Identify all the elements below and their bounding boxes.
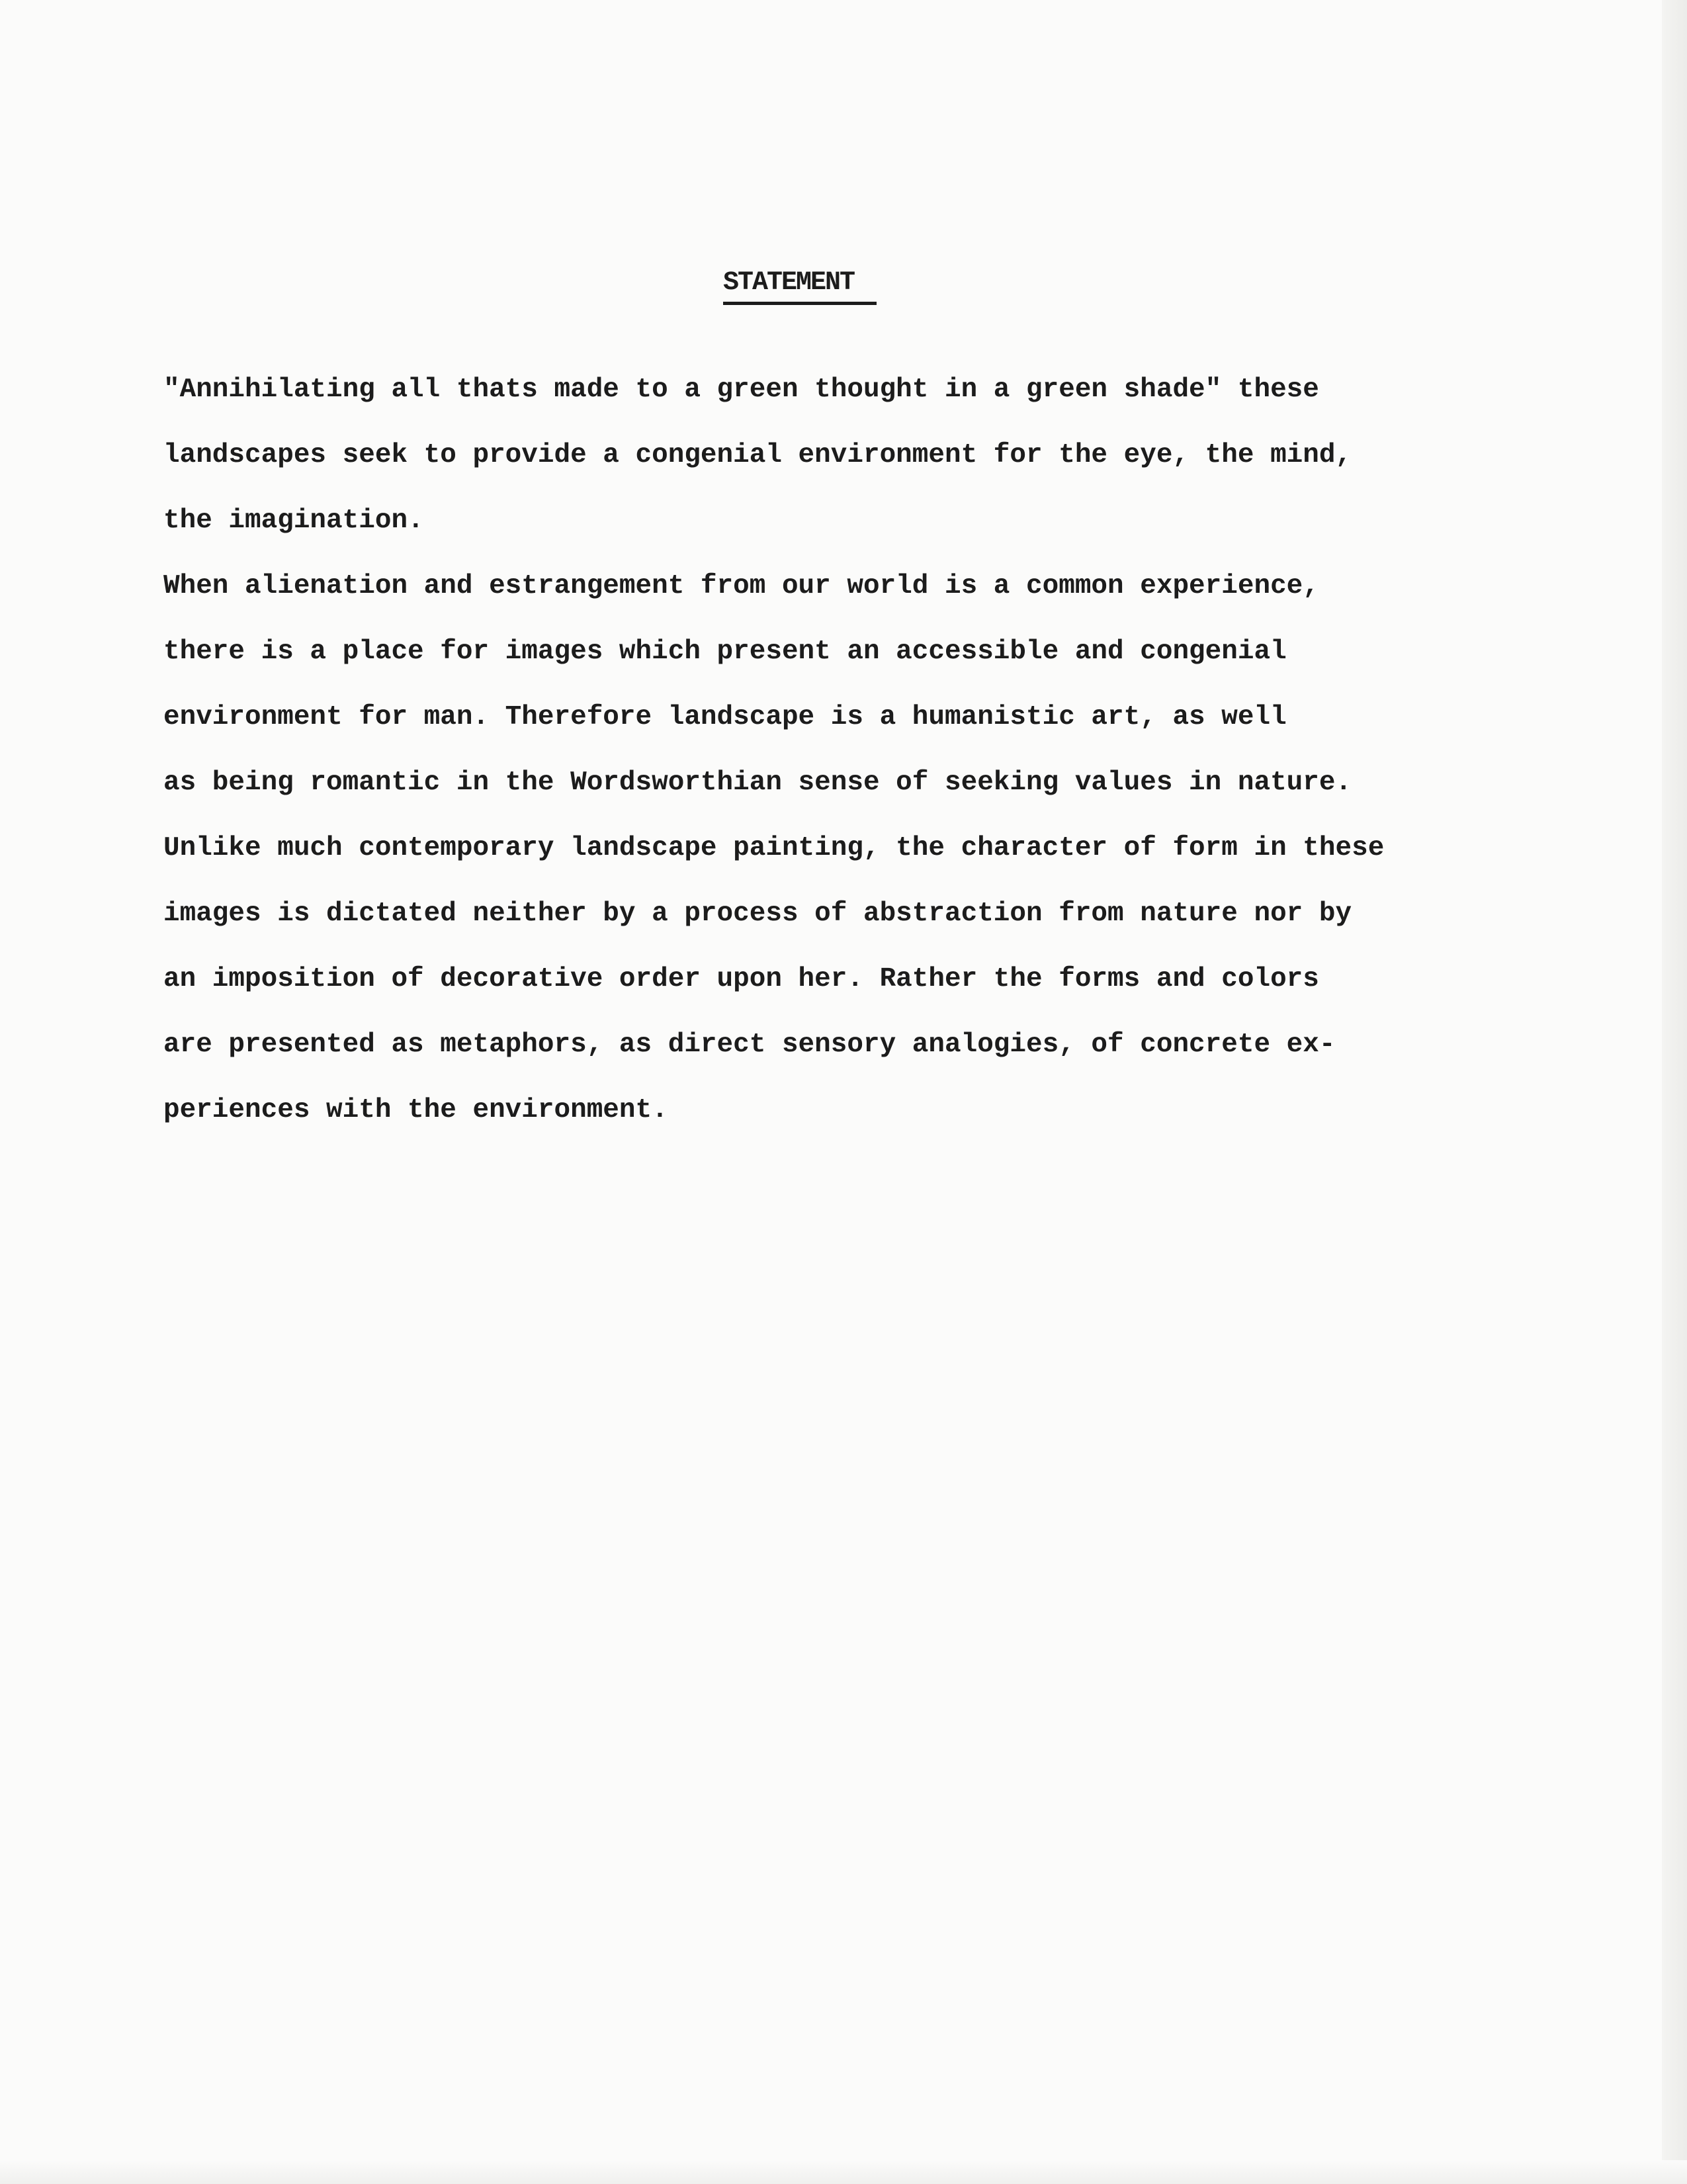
text-line: environment for man. Therefore landscape is a humanistic art, as well: [163, 702, 1287, 732]
text-line: When alienation and estrangement from our world is a common experience,: [163, 571, 1319, 601]
text-line: an imposition of decorative order upon her. Rather the forms and colors: [163, 964, 1319, 994]
paper-bottom-shadow: [0, 2160, 1687, 2184]
text-line: Unlike much contemporary landscape painting, the character of form in these: [163, 833, 1385, 863]
statement-body: [163, 367, 1606, 1153]
text-line: "Annihilating all thats made to a green thought in a green shade" these: [163, 374, 1319, 405]
text-line: there is a place for images which present an accessible and congenial: [163, 636, 1287, 667]
text-line: images is dictated neither by a process of abstraction from nature nor by: [163, 898, 1352, 929]
page-title: STATEMENT: [723, 266, 877, 305]
text-line: as being romantic in the Wordsworthian sense of seeking values in nature.: [163, 767, 1352, 798]
text-line: landscapes seek to provide a congenial environment for the eye, the mind,: [163, 440, 1352, 470]
text-line: periences with the environment.: [163, 1095, 668, 1125]
text-line: the imagination.: [163, 505, 424, 536]
text-line: are presented as metaphors, as direct sensory analogies, of concrete ex-: [163, 1029, 1336, 1060]
paper-edge-shadow: [1662, 0, 1687, 2184]
